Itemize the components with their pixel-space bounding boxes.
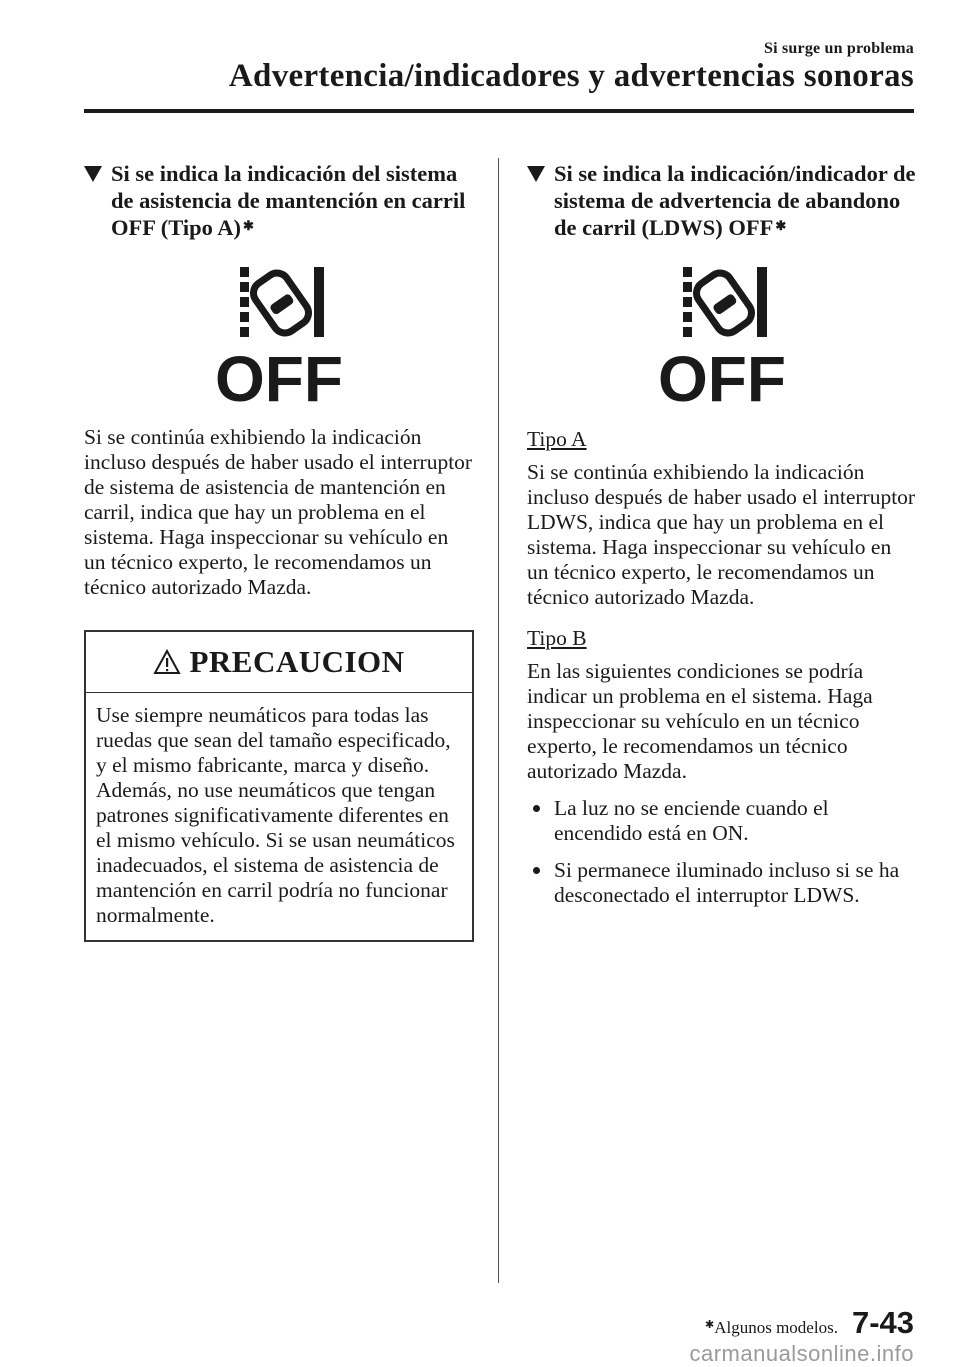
caution-title: PRECAUCION [189,644,405,679]
lane-keep-assist-off-icon [84,267,474,415]
left-column [84,160,474,942]
triangle-marker-icon [527,166,545,182]
triangle-marker-icon [84,166,102,182]
left-heading [84,160,474,241]
list-item: La luz no se enciende cuando el encendido está en ON. [527,796,917,846]
caution-header [86,632,472,693]
list-item: Si permanece iluminado incluso si se ha desconectado el interruptor LDWS. [527,858,917,908]
asterisk-icon: ✱ [705,1319,715,1331]
footer [705,1305,914,1341]
svg-text:OFF: OFF [215,343,343,415]
section-label: Si surge un problema [764,40,914,57]
column-divider [498,158,499,1283]
header-rule [84,109,914,113]
tipo-b-label: Tipo B [527,626,587,650]
tipo-b-bullets [527,796,917,908]
caution-box [84,630,474,942]
footer-note: ✱Algunos modelos. [705,1318,838,1337]
bullet-dot-icon [533,805,540,812]
left-paragraph: Si se continúa exhibiendo la indicación incluso después de haber usado el interruptor de sistema de asistencia de mantención en carril, indica que hay un problema en el sistema. Haga inspeccionar su vehículo en un técnico experto, le recomendamos un técnico autorizado Mazda. [84,425,473,599]
bullet-dot-icon [533,867,540,874]
page-number: 7-43 [851,1305,914,1340]
warning-triangle-icon [153,649,181,675]
watermark: carmanualsonline.info [689,1341,914,1366]
tipo-a-label: Tipo A [527,427,587,451]
tipo-b-text: En las siguientes condiciones se podría indicar un problema en el sistema. Haga inspeccionar su vehículo en un técnico experto, le recomendamos un técnico autorizado Mazda. [527,659,873,783]
page-title: Advertencia/indicadores y advertencias sonoras [228,58,914,94]
asterisk-icon: ✱ [775,218,787,233]
asterisk-icon: ✱ [243,218,254,233]
right-heading [527,160,917,241]
svg-text:OFF: OFF [658,343,786,415]
ldws-off-icon [527,267,917,415]
caution-text: Use siempre neumáticos para todas las ruedas que sean del tamaño especificado, y el mismo fabricante, marca y diseño. Además, no use neumáticos que tengan patrones significativamente diferentes en el mismo vehículo. Si se usan neumáticos inadecuados, el sistema de asistencia de mantención en carril podría no funcionar normalmente. [96,703,455,927]
tipo-a-text: Si se continúa exhibiendo la indicación incluso después de haber usado el interruptor LDWS, indica que hay un problema en el sistema. Haga inspeccionar su vehículo en un técnico experto, le recomendamos un técnico autorizado Mazda. [527,460,916,609]
right-heading-text: Si se indica la indicación/indicador de sistema de advertencia de abandono de carril (LDWS) OFF [554,161,916,240]
right-column [527,160,917,920]
left-heading-text: Si se indica la indicación del sistema de asistencia de mantención en carril OFF (Tipo A) [111,161,466,240]
